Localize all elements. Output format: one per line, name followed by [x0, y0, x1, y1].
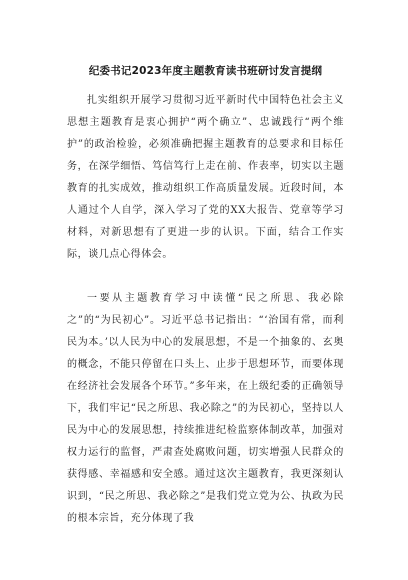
document-title: 纪委书记2023年度主题教育读书班研讨发言提纲 — [88, 65, 323, 77]
paragraph-intro: 扎实组织开展学习贯彻习近平新时代中国特色社会主义思想主题教育是衷心拥护“两个确立”、忠诚践行“两个维护”的政治检验，必须准确把握主题教育的总要求和目标任务，在深学细悟、笃信笃行上走在前、作表率，切实以主题教育的扎实成效，推动组织工作高质量发展。近段时间，本人通过个人自学，深入学习了党的XX大报告、党章等学习材料，对新思想有了更进一步的认识。下面，结合工作实际，谈几点心得体会。 — [67, 95, 344, 260]
paragraph-point-one: 一要从主题教育学习中读懂“民之所思、我必除之”的“为民初心”。习近平总书记指出：“‘治国有常，而利民为本。’以人民为中心的发展思想，不是一个抽象的、玄奥的概念，不能只停留在口头上、止步于思想环节，而要体现在经济社会发展各个环节。”多年来，在上级纪委的正确领导下，我们牢记“民之所思、我必除之”的为民初心，坚持以人民为中心的发展思想，持续推进纪检监察体制改革，加强对权力运行的监督，严肃查处腐败问题，切实增强人民群众的获得感、幸福感和安全感。通过这次主题教育，我更深刻认识到，“民之所思、我必除之”是我们党立党为公、执政为民的根本宗旨，充分体现了我 — [67, 293, 344, 524]
